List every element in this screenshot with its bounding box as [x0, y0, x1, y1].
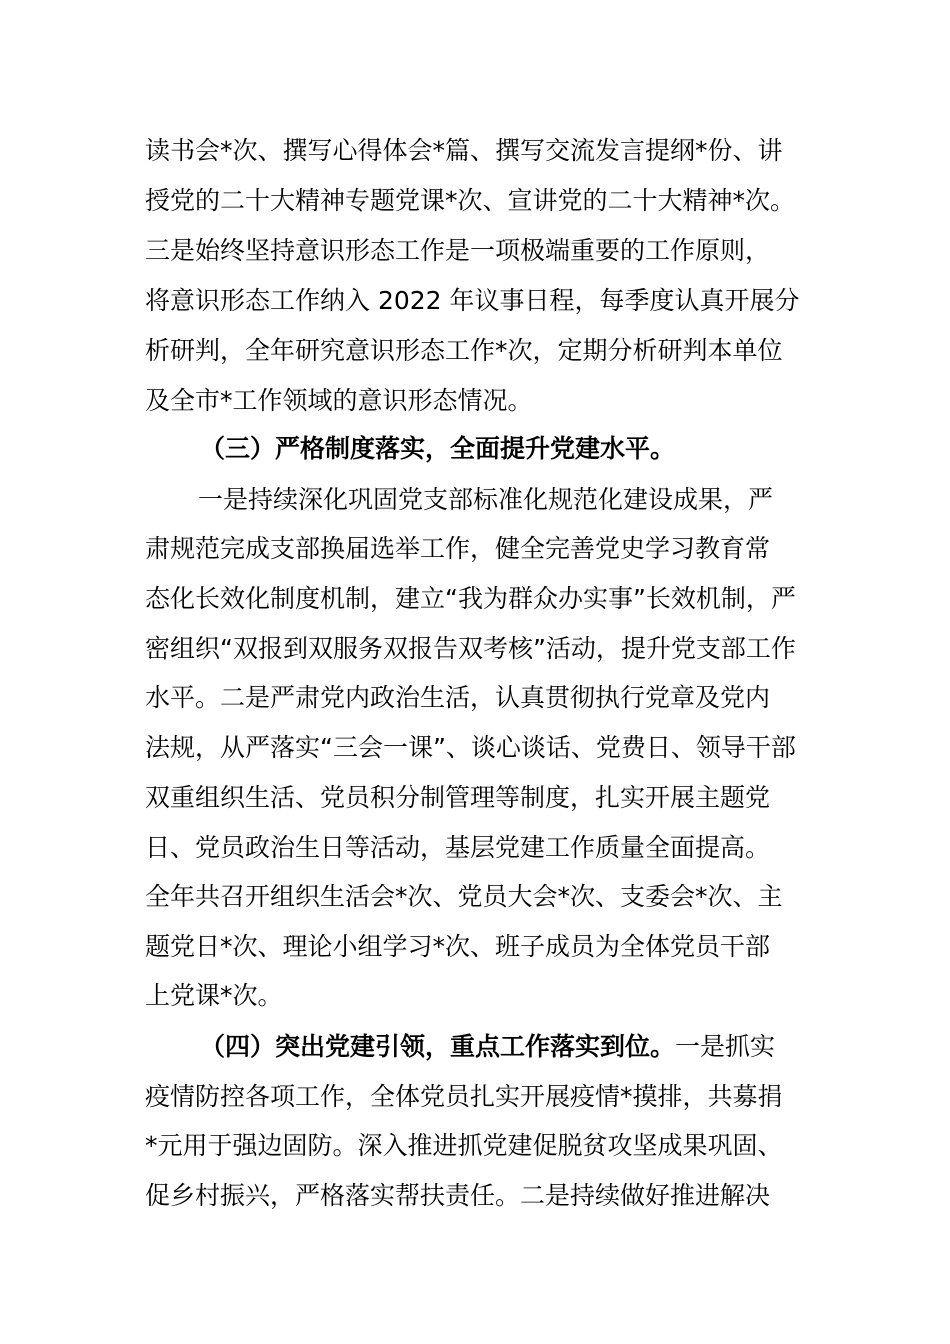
paragraph-line: 读书会*次、撰写心得体会*篇、撰写交流发言提纲*份、讲	[145, 136, 783, 165]
paragraph-line: 水平。二是严肃党内政治生活，认真贯彻执行党章及党内	[145, 683, 771, 712]
paragraph-line: 密组织“双报到双服务双报告双考核”活动，提升党支部工作	[145, 634, 796, 663]
paragraph-line: 及全市*工作领域的意识形态情况。	[145, 386, 533, 415]
paragraph-line: 促乡村振兴，严格落实帮扶责任。二是持续做好推进解决	[145, 1181, 771, 1210]
section-heading-4: （四）突出党建引领，重点工作落实到位。	[200, 1032, 676, 1061]
section-heading-4-line	[200, 1022, 880, 1072]
paragraph-line: 日、党员政治生日等活动，基层党建工作质量全面提高。	[145, 833, 771, 862]
paragraph-line: 全年共召开组织生活会*次、党员大会*次、支委会*次、主	[145, 882, 783, 911]
paragraph-line: 上党课*次。	[145, 981, 283, 1010]
paragraph-line: 双重组织生活、党员积分制管理等制度，扎实开展主题党	[145, 783, 771, 812]
section-heading-3: （三）严格制度落实，全面提升党建水平。	[200, 434, 676, 463]
paragraph-line: 态化长效化制度机制，建立“我为群众办实事”长效机制，严	[145, 584, 796, 613]
paragraph-line: 一是持续深化巩固党支部标准化规范化建设成果，严	[198, 485, 774, 514]
paragraph-line: 将意识形态工作纳入 2022 年议事日程，每季度认真开展分	[145, 286, 800, 315]
paragraph-line: 析研判，全年研究意识形态工作*次，定期分析研判本单位	[145, 336, 783, 365]
paragraph-line: 疫情防控各项工作，全体党员扎实开展疫情*摸排，共募捐	[145, 1082, 783, 1111]
paragraph-line: 肃规范完成支部换届选举工作，健全完善党史学习教育常	[145, 534, 771, 563]
section-heading-4-tail: 一是抓实	[675, 1032, 776, 1061]
paragraph-line: 三是始终坚持意识形态工作是一项极端重要的工作原则，	[145, 236, 771, 265]
paragraph-line: *元用于强边固防。深入推进抓党建促脱贫攻坚成果巩固、	[145, 1131, 783, 1160]
paragraph-line: 题党日*次、理论小组学习*次、班子成员为全体党员干部	[145, 932, 771, 961]
paragraph-line: 授党的二十大精神专题党课*次、宣讲党的二十大精神*次。	[145, 186, 796, 215]
paragraph-line: 法规，从严落实“三会一课”、谈心谈话、党费日、领导干部	[145, 733, 796, 762]
